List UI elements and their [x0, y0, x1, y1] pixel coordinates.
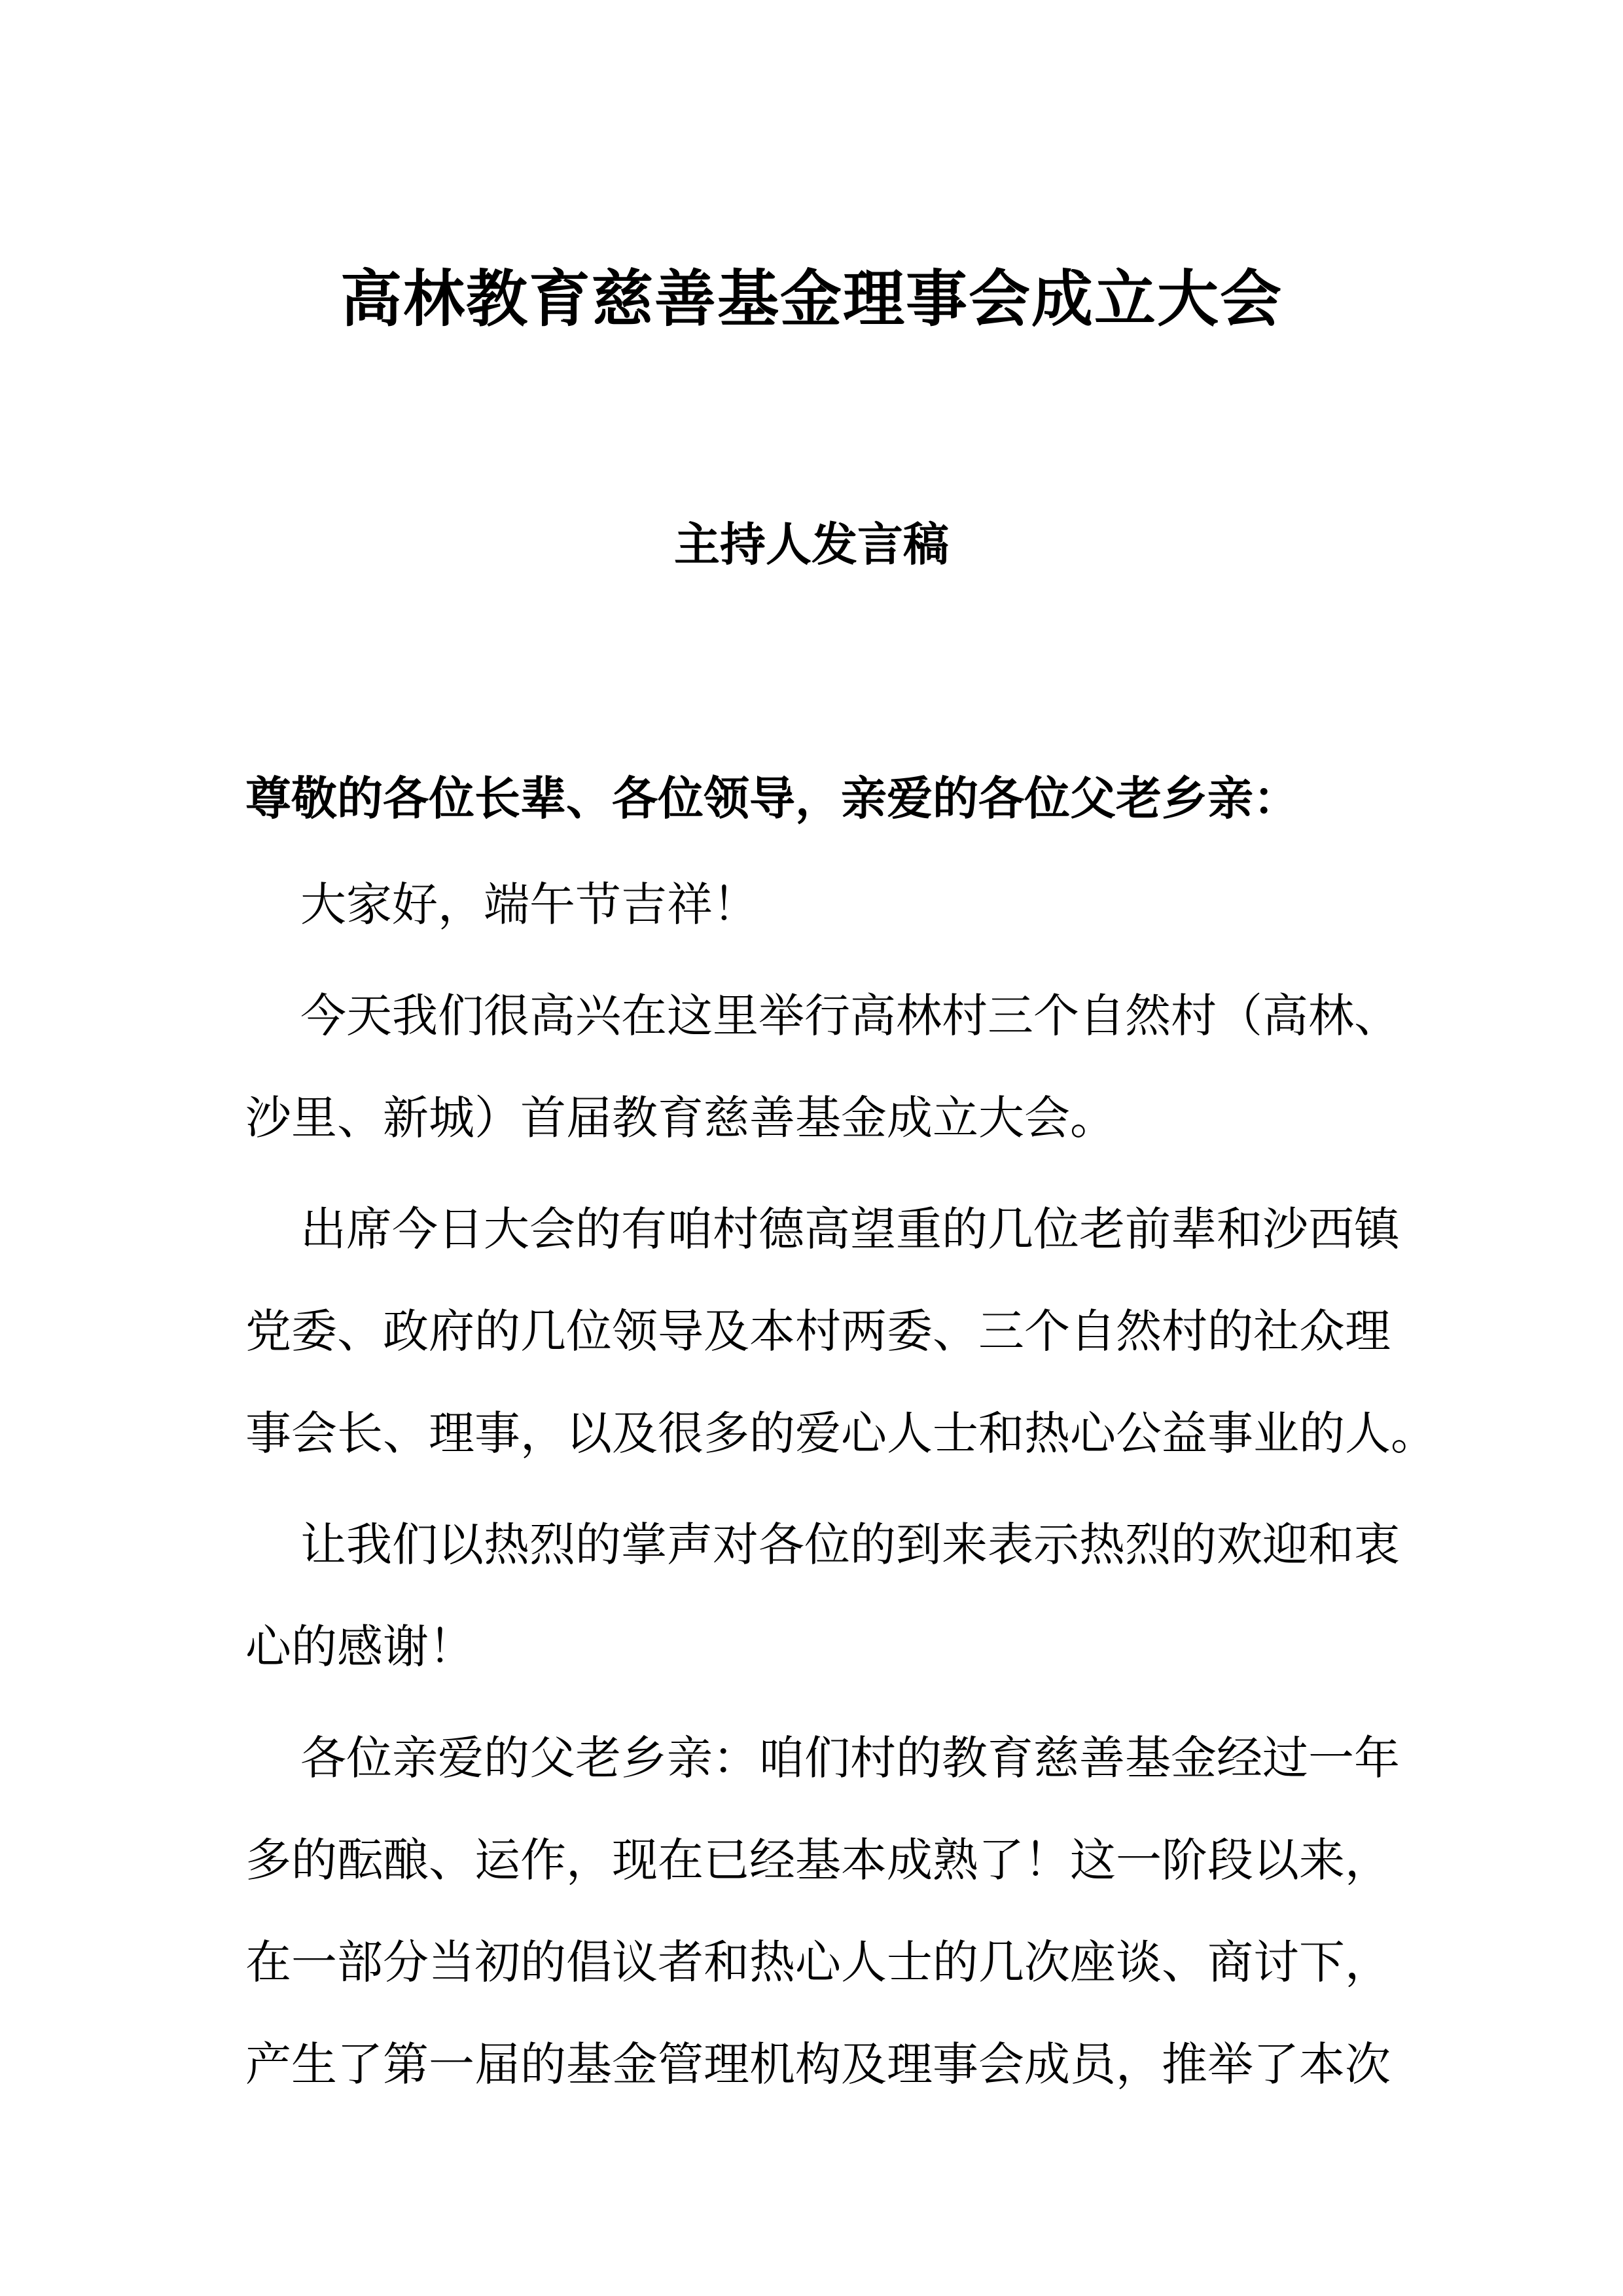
paragraph-line: 今天我们很高兴在这里举行高林村三个自然村（高林、 — [300, 989, 1400, 1043]
paragraph-greeting — [245, 853, 1381, 956]
document-subtitle: 主持人发言稿 — [674, 518, 949, 571]
paragraph-line: 出席今日大会的有咱村德高望重的几位老前辈和沙西镇 — [300, 1202, 1400, 1256]
paragraph-line: 各位亲爱的父老乡亲：咱们村的教育慈善基金经过一年 — [300, 1731, 1400, 1785]
paragraph-line: 产生了第一届的基金管理机构及理事会成员，推举了本次 — [245, 2037, 1391, 2091]
paragraph-line: 多的酝酿、运作，现在已经基本成熟了！这一阶段以来， — [245, 1833, 1391, 1887]
paragraph-welcome — [245, 1494, 1400, 1698]
paragraph-line: 事会长、理事，以及很多的爱心人士和热心公益事业的人。 — [245, 1407, 1436, 1460]
document-body — [245, 753, 1436, 2115]
salutation: 尊敬的各位长辈、各位领导，亲爱的各位父老乡亲： — [245, 772, 1299, 825]
document-title: 高林教育慈善基金理事会成立大会 — [340, 264, 1283, 335]
paragraph-line: 心的感谢！ — [245, 1620, 474, 1674]
paragraph-line: 在一部分当初的倡议者和热心人士的几次座谈、商讨下， — [245, 1935, 1391, 1989]
paragraph-line: 让我们以热烈的掌声对各位的到来表示热烈的欢迎和衷 — [300, 1518, 1400, 1571]
paragraph-attendees — [245, 1178, 1436, 1484]
paragraph-event-intro — [245, 965, 1400, 1169]
paragraph-line: 沙里、新城）首届教育慈善基金成立大会。 — [245, 1091, 1116, 1145]
paragraph-line: 党委、政府的几位领导及本村两委、三个自然村的社众理 — [245, 1304, 1391, 1358]
paragraph-line: 大家好，端午节吉祥！ — [300, 878, 758, 931]
paragraph-fund-background — [245, 1707, 1400, 2115]
